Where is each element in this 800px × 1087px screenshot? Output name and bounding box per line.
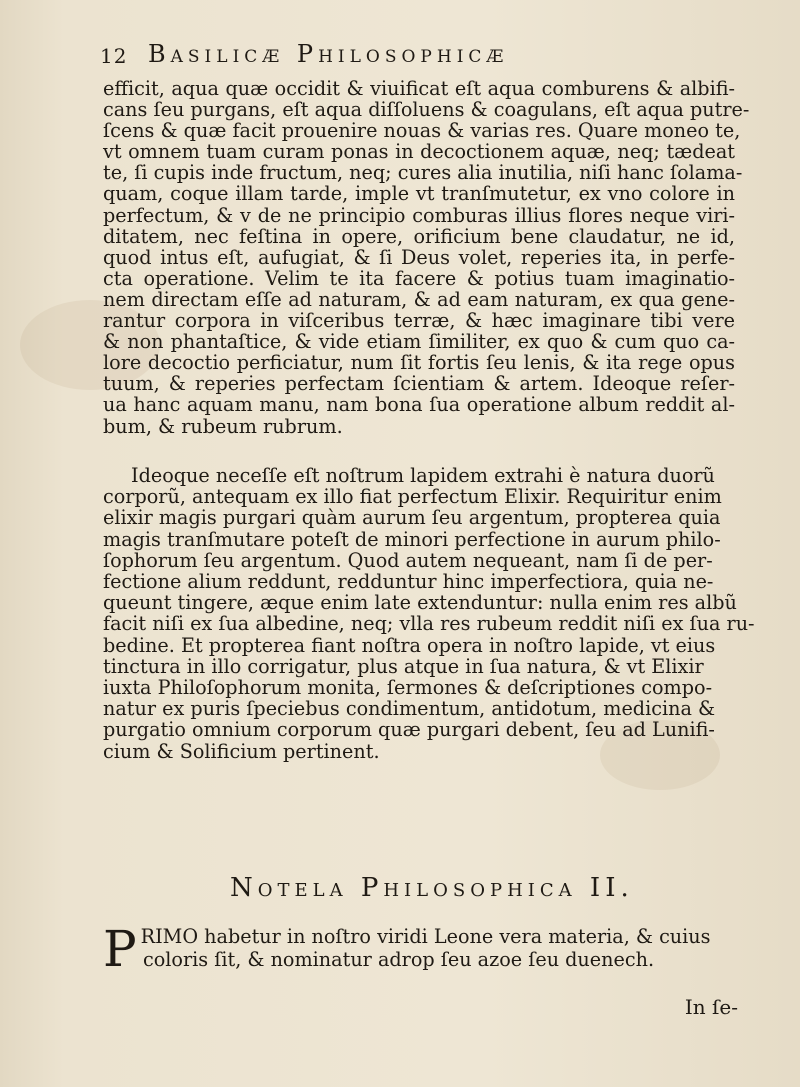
text-line: bum, & rubeum rubrum. [103,414,343,438]
text-line: ditatem, nec feſtina in opere, orificium bene claudatur, ne id, [103,224,735,248]
running-title: Basilicæ Philosophicæ [148,40,509,68]
text-line: ſophorum ſeu argentum. Quod autem nequeant, nam ſi de per- [103,548,713,572]
text-line: efficit, aqua quæ occidit & viuificat eſt aqua comburens & albifi- [103,77,735,100]
text-line: nem directam eſſe ad naturam, & ad eam naturam, ex qua gene- [103,287,735,311]
text-line: cium & Solificium pertinent. [103,739,380,763]
text-line: fectione alium reddunt, redduntur hinc imperfectiora, quia ne- [103,570,714,594]
text-line: magis tranſmutare poteſt de minori perfectione in aurum philo- [103,527,721,551]
paragraph-1 [103,77,750,438]
page-number: 12 [100,44,128,68]
text-line: rantur corpora in viſceribus terræ, & hæc imaginare tibi vere [103,309,735,333]
text-line: RIMO habetur in noſtro viridi Leone vera materia, & cuius [140,925,711,948]
text-line: tuum, & reperies perfectam ſcientiam & artem. Ideoque reſer- [103,372,735,396]
text-line: perfectum, & v de ne principio comburas illius flores neque viri- [103,203,735,227]
text-line: bedine. Et propterea fiant noſtra opera in noſtro lapide, vt eius [103,633,716,657]
text-line: iuxta Philoſophorum monita, ſermones & deſcriptiones compo- [103,676,713,700]
text-line: lore decoctio perficiatur, num ſit fortis ſeu lenis, & ita rege opus [103,351,735,375]
paragraph-2 [103,464,755,763]
text-line: facit niſi ex ſua albedine, neq; vlla res rubeum reddit niſi ex ſua ru- [103,612,755,636]
page-header [100,40,720,80]
text-line: cans ſeu purgans, eſt aqua diſſoluens & coagulans, eſt aqua putre- [103,98,750,122]
catchword: In ſe- [684,995,738,1019]
drop-cap: P [103,920,137,978]
text-line: corporũ, antequam ex illo fiat perfectum Elixir. Requiritur enim [103,485,722,509]
text-line: purgatio omnium corporum quæ purgari debent, ſeu ad Lunifi- [103,718,715,742]
text-line: quod intus eſt, aufugiat, & ſi Deus volet, reperies ita, in perfe- [103,245,735,269]
text-line: queunt tingere, æque enim late extenduntur: nulla enim res albũ [103,591,737,615]
text-line: & non phantaſtice, & vide etiam ſimiliter, ex quo & cum quo ca- [103,330,735,354]
text-line: elixir magis purgari quàm aurum ſeu argentum, propterea quia [103,506,721,530]
text-line: Ideoque neceſſe eſt noſtrum lapidem extrahi è natura duorũ [131,464,715,487]
section-heading: Notela Philosophica II. [230,873,634,903]
text-line: te, ſi cupis inde fructum, neq; cures alia inutilia, niſi hanc ſolama- [103,161,743,185]
text-line: natur ex puris ſpeciebus condimentum, antidotum, medicina & [103,697,716,721]
paragraph-3 [103,920,735,978]
text-line: ſcens & quæ facit prouenire nouas & varias res. Quare moneo te, [103,119,741,143]
text-line: quam, coque illam tarde, imple vt tranſmutetur, ex vno colore in [103,182,735,206]
text-line: cta operatione. Velim te ita facere & potius tuam imaginatio- [103,266,735,290]
text-line: vt omnem tuam curam ponas in decoctionem aquæ, neq; tædeat [103,140,735,164]
text-line: ua hanc aquam manu, nam bona ſua operatione album reddit al- [103,393,735,417]
text-line: tinctura in illo corrigatur, plus atque in ſua natura, & vt Elixir [103,654,704,678]
text-line: coloris ſit, & nominatur adrop ſeu azoe ſeu duenech. [143,948,655,971]
